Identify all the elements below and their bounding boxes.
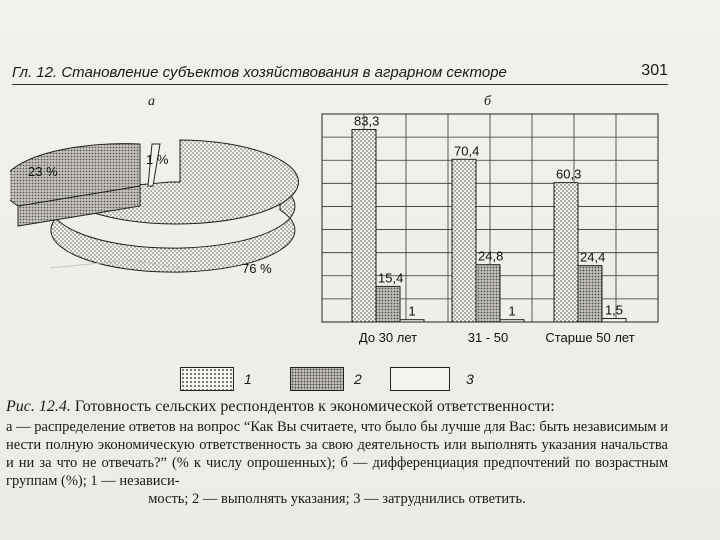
legend-label-1: 1 [244,371,252,387]
legend-swatch-1 [180,367,234,391]
legend [180,365,510,395]
bar-series-3-2 [602,319,626,322]
bar-value-label: 1,5 [604,302,624,318]
legend-swatch-2 [290,367,344,391]
legend-swatch-3 [390,367,450,391]
caption-body: а — распределение ответов на вопрос “Как Вы считаете, что было бы лучше для Вас: быть независимым и нести полную экономическую ответственность за свою деятельность или выполнять указания начальства и ни за что не отвечать?” (% к числу опрошенных); б — дифференциация предпочтений по возрастным группам (%); 1 — независи- [6,419,668,489]
bar-series-1-1 [452,159,476,322]
bar-value-label: 1 [508,303,516,319]
bar-value-label: 60,3 [556,166,582,182]
bar-chart [318,110,663,360]
caption-title-text: Готовность сельских респондентов к экономической ответственности: [74,398,555,415]
legend-label-2: 2 [354,371,362,387]
pie-label-76: 76 % [242,261,272,276]
legend-label-3: 3 [466,371,474,387]
figure-caption [6,398,668,508]
chapter-title: Гл. 12. Становление субъектов хозяйствования в аграрном секторе [12,64,507,81]
bar-series-3-1 [500,320,524,322]
caption-figure-number: Рис. 12.4. [6,398,71,415]
bar-series-2-1 [476,265,500,322]
category-label: 31 - 50 [467,330,509,345]
caption-last-line: мость; 2 — выполнять указания; 3 — затруднились ответить. [148,491,526,507]
bar-series-1-2 [554,183,578,322]
category-label: До 30 лет [358,330,418,345]
bar-value-label: 24,4 [580,249,606,265]
category-label: Старше 50 лет [545,330,635,345]
bar-series-3-0 [400,320,424,322]
bar-series-2-0 [376,286,400,322]
pie-label-23: 23 % [28,164,58,179]
bar-series-1-0 [352,129,376,322]
panel-label-b: б [484,94,492,109]
page-number: 301 [641,62,668,79]
pie-chart [10,110,310,290]
bar-value-label: 1 [408,303,416,319]
running-header [12,62,668,85]
bar-value-label: 83,3 [354,113,380,129]
bar-value-label: 70,4 [454,143,480,159]
caption-title [6,398,668,416]
bar-value-label: 24,8 [478,248,504,264]
pie-label-1: 1 % [146,152,169,167]
bar-value-label: 15,4 [378,270,404,286]
bar-series-2-2 [578,266,602,322]
panel-label-a: а [148,94,155,109]
